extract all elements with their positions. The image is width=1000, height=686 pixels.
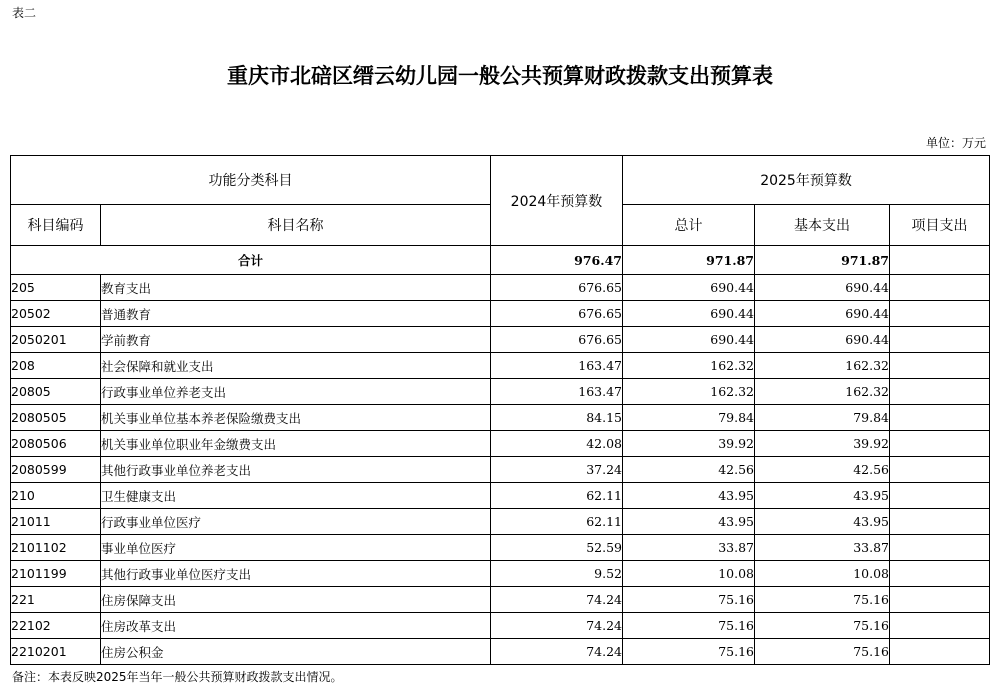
row-budget-2024: 62.11 (491, 509, 623, 535)
row-budget-2025-total: 75.16 (623, 587, 755, 613)
row-budget-2024: 52.59 (491, 535, 623, 561)
row-name: 其他行政事业单位养老支出 (101, 457, 491, 483)
row-budget-2024: 74.24 (491, 639, 623, 665)
row-budget-2025-project (890, 275, 990, 301)
row-budget-2024: 676.65 (491, 327, 623, 353)
row-budget-2025-total: 43.95 (623, 483, 755, 509)
row-code: 2080506 (11, 431, 101, 457)
row-name: 学前教育 (101, 327, 491, 353)
budget-2025-header: 2025年预算数 (623, 156, 990, 205)
row-budget-2024: 37.24 (491, 457, 623, 483)
row-code: 2101199 (11, 561, 101, 587)
budget-2024-header: 2024年预算数 (491, 156, 623, 246)
row-budget-2024: 84.15 (491, 405, 623, 431)
table-row (11, 483, 990, 509)
row-budget-2025-project (890, 535, 990, 561)
row-budget-2025-project (890, 301, 990, 327)
row-budget-2025-basic: 43.95 (755, 483, 890, 509)
row-budget-2025-basic: 162.32 (755, 353, 890, 379)
table-row (11, 509, 990, 535)
total-label: 合计 (11, 246, 491, 275)
row-name: 事业单位医疗 (101, 535, 491, 561)
row-budget-2024: 74.24 (491, 587, 623, 613)
row-budget-2025-basic: 39.92 (755, 431, 890, 457)
unit-note: 单位：万元 (925, 136, 986, 150)
row-name: 行政事业单位养老支出 (101, 379, 491, 405)
row-budget-2025-project (890, 639, 990, 665)
code-header: 科目编码 (11, 205, 101, 246)
row-budget-2025-total: 162.32 (623, 353, 755, 379)
row-budget-2025-basic: 42.56 (755, 457, 890, 483)
row-budget-2025-total: 43.95 (623, 509, 755, 535)
row-budget-2024: 163.47 (491, 379, 623, 405)
row-budget-2025-total: 162.32 (623, 379, 755, 405)
row-name: 行政事业单位医疗 (101, 509, 491, 535)
table-row (11, 379, 990, 405)
row-budget-2025-basic: 75.16 (755, 639, 890, 665)
table-row (11, 613, 990, 639)
row-budget-2025-project (890, 327, 990, 353)
row-name: 住房改革支出 (101, 613, 491, 639)
row-name: 住房保障支出 (101, 587, 491, 613)
row-code: 2210201 (11, 639, 101, 665)
row-budget-2025-project (890, 483, 990, 509)
table-row (11, 561, 990, 587)
row-budget-2025-project (890, 561, 990, 587)
row-budget-2025-total: 33.87 (623, 535, 755, 561)
row-name: 其他行政事业单位医疗支出 (101, 561, 491, 587)
row-budget-2024: 62.11 (491, 483, 623, 509)
row-name: 机关事业单位职业年金缴费支出 (101, 431, 491, 457)
row-budget-2025-project (890, 457, 990, 483)
row-budget-2025-project (890, 405, 990, 431)
row-code: 20502 (11, 301, 101, 327)
row-budget-2025-project (890, 379, 990, 405)
row-code: 205 (11, 275, 101, 301)
table-row (11, 275, 990, 301)
page-title: 重庆市北碚区缙云幼儿园一般公共预算财政拨款支出预算表 (227, 63, 773, 88)
row-budget-2025-total: 75.16 (623, 639, 755, 665)
row-budget-2025-basic: 690.44 (755, 301, 890, 327)
row-code: 2050201 (11, 327, 101, 353)
row-name: 社会保障和就业支出 (101, 353, 491, 379)
total-header: 总计 (623, 205, 755, 246)
table-row (11, 301, 990, 327)
total-budget-2024: 976.47 (491, 246, 623, 275)
table-row (11, 457, 990, 483)
row-code: 2101102 (11, 535, 101, 561)
row-code: 2080505 (11, 405, 101, 431)
row-budget-2024: 163.47 (491, 353, 623, 379)
total-budget-2025-basic: 971.87 (755, 246, 890, 275)
row-budget-2025-basic: 10.08 (755, 561, 890, 587)
row-budget-2025-basic: 75.16 (755, 613, 890, 639)
row-budget-2024: 676.65 (491, 275, 623, 301)
table-row (11, 587, 990, 613)
row-budget-2025-total: 690.44 (623, 301, 755, 327)
row-code: 2080599 (11, 457, 101, 483)
row-budget-2025-project (890, 353, 990, 379)
row-budget-2024: 74.24 (491, 613, 623, 639)
total-budget-2025-total: 971.87 (623, 246, 755, 275)
row-code: 21011 (11, 509, 101, 535)
budget-table (10, 155, 990, 665)
total-budget-2025-project (890, 246, 990, 275)
project-header: 项目支出 (890, 205, 990, 246)
row-budget-2025-total: 39.92 (623, 431, 755, 457)
footnote: 备注：本表反映2025年当年一般公共预算财政拨款支出情况。 (12, 670, 343, 684)
row-budget-2025-total: 75.16 (623, 613, 755, 639)
row-budget-2025-total: 42.56 (623, 457, 755, 483)
row-budget-2025-basic: 690.44 (755, 275, 890, 301)
row-name: 卫生健康支出 (101, 483, 491, 509)
row-budget-2024: 9.52 (491, 561, 623, 587)
row-name: 教育支出 (101, 275, 491, 301)
row-budget-2024: 42.08 (491, 431, 623, 457)
row-code: 208 (11, 353, 101, 379)
row-budget-2025-basic: 75.16 (755, 587, 890, 613)
row-code: 20805 (11, 379, 101, 405)
row-budget-2025-basic: 162.32 (755, 379, 890, 405)
table-row (11, 535, 990, 561)
row-budget-2025-basic: 690.44 (755, 327, 890, 353)
total-row (11, 246, 990, 275)
row-budget-2025-project (890, 509, 990, 535)
row-budget-2025-project (890, 587, 990, 613)
row-budget-2025-basic: 79.84 (755, 405, 890, 431)
row-code: 221 (11, 587, 101, 613)
table-row (11, 431, 990, 457)
row-name: 住房公积金 (101, 639, 491, 665)
row-name: 普通教育 (101, 301, 491, 327)
row-code: 210 (11, 483, 101, 509)
row-budget-2025-project (890, 431, 990, 457)
func-category-header: 功能分类科目 (11, 156, 491, 205)
row-budget-2025-total: 690.44 (623, 275, 755, 301)
row-budget-2024: 676.65 (491, 301, 623, 327)
row-code: 22102 (11, 613, 101, 639)
basic-header: 基本支出 (755, 205, 890, 246)
row-name: 机关事业单位基本养老保险缴费支出 (101, 405, 491, 431)
table-label: 表二 (12, 6, 37, 20)
row-budget-2025-total: 10.08 (623, 561, 755, 587)
table-row (11, 405, 990, 431)
row-budget-2025-total: 79.84 (623, 405, 755, 431)
row-budget-2025-basic: 43.95 (755, 509, 890, 535)
table-row (11, 353, 990, 379)
table-row (11, 327, 990, 353)
row-budget-2025-basic: 33.87 (755, 535, 890, 561)
name-header: 科目名称 (101, 205, 491, 246)
table-row (11, 639, 990, 665)
row-budget-2025-project (890, 613, 990, 639)
row-budget-2025-total: 690.44 (623, 327, 755, 353)
